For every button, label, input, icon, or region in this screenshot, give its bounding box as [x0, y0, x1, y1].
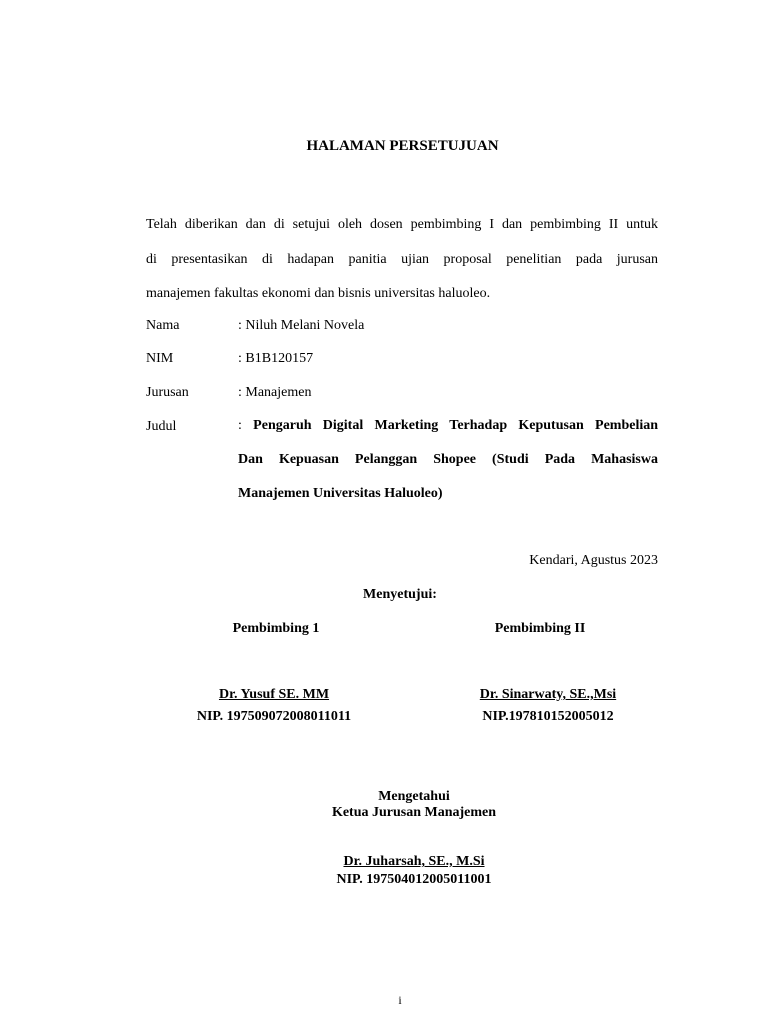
judul-line-3: Manajemen Universitas Haluoleo) — [238, 486, 443, 501]
advisor2-role: Pembimbing II — [494, 621, 586, 636]
advisor1-nip: NIP. 197509072008011011 — [196, 709, 352, 724]
judul-line-1 — [238, 418, 658, 434]
page-title: HALAMAN PERSETUJUAN — [306, 138, 499, 154]
advisor2-name: Dr. Sinarwaty, SE.,Msi — [479, 687, 617, 702]
acknowledge-heading: Mengetahui — [378, 789, 450, 804]
acknowledge-position: Ketua Jurusan Manajemen — [331, 805, 497, 820]
approval-heading: Menyetujui: — [363, 587, 437, 602]
place-date: Kendari, Agustus 2023 — [529, 553, 658, 568]
acknowledge-nip: NIP. 197504012005011001 — [336, 872, 492, 887]
nama-label: Nama — [146, 318, 180, 333]
jurusan-label: Jurusan — [146, 385, 189, 400]
nim-label: NIM — [146, 351, 174, 366]
nim-value: : B1B120157 — [238, 351, 314, 366]
advisor2-nip: NIP.197810152005012 — [482, 709, 614, 724]
judul-line-2: Dan Kepuasan Pelanggan Shopee (Studi Pada Mahasiswa — [238, 452, 658, 467]
page-number: i — [398, 993, 402, 1007]
intro-line-3: manajemen fakultas ekonomi dan bisnis universitas haluoleo. — [146, 286, 491, 301]
nama-value: : Niluh Melani Novela — [238, 318, 365, 333]
judul-colon: : — [238, 418, 254, 433]
judul-label: Judul — [146, 419, 177, 434]
jurusan-value: : Manajemen — [238, 385, 312, 400]
advisor1-name: Dr. Yusuf SE. MM — [218, 687, 330, 702]
intro-line-2: di presentasikan di hadapan panitia ujian proposal penelitian pada jurusan — [146, 252, 658, 267]
judul-line-1-text: Pengaruh Digital Marketing Terhadap Keputusan Pembelian — [253, 418, 659, 433]
intro-line-1: Telah diberikan dan di setujui oleh dosen pembimbing I dan pembimbing II untuk — [146, 217, 658, 232]
advisor1-role: Pembimbing 1 — [232, 621, 320, 636]
acknowledge-name: Dr. Juharsah, SE., M.Si — [343, 854, 485, 869]
